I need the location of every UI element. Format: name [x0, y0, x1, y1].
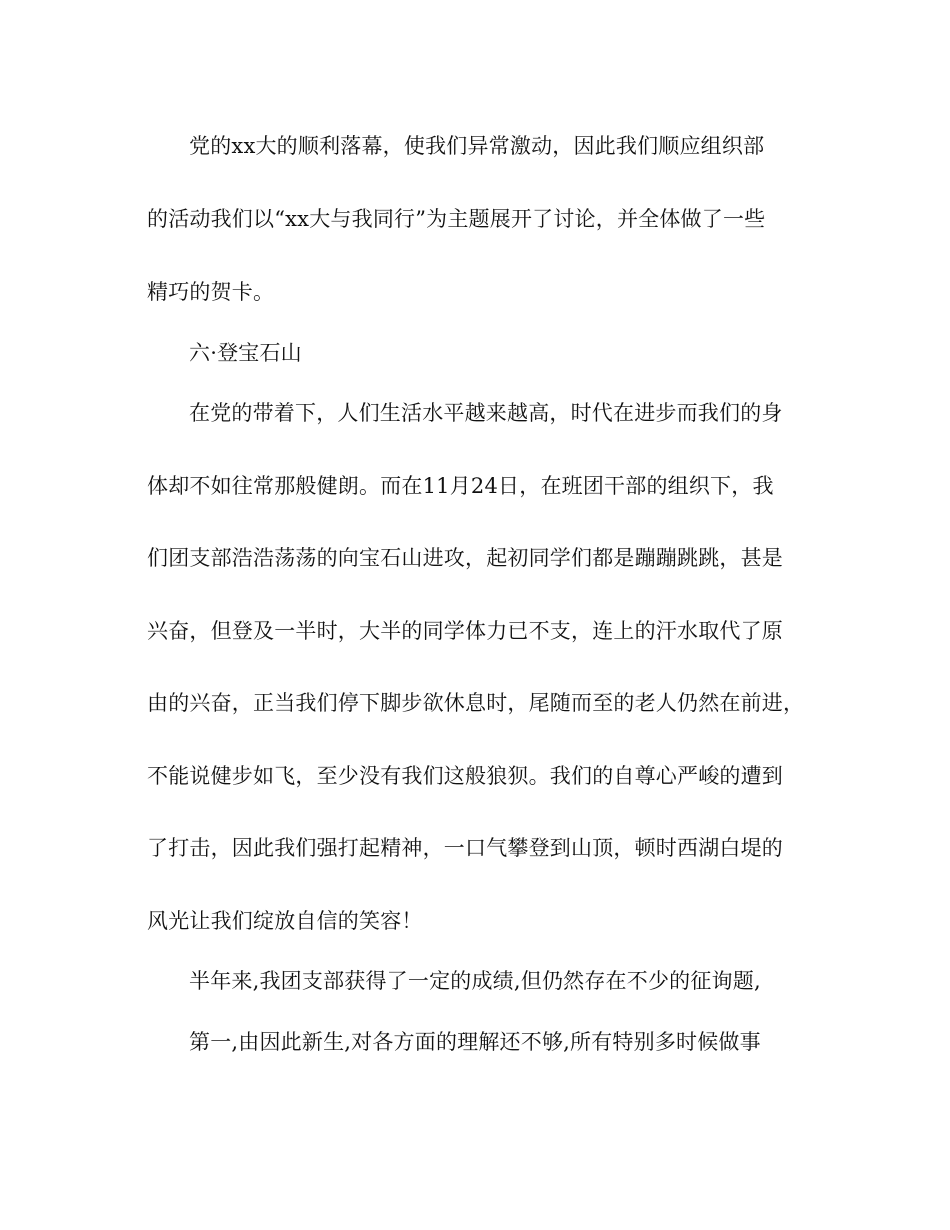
text-line: 兴奋，但登及一半时，大半的同学体力已不支，连上的汗水取代了原	[147, 619, 783, 643]
text-line: 精巧的贺卡。	[147, 280, 275, 304]
text-line: 的活动我们以“xx大与我同行”为主题展开了讨论，并全体做了一些	[147, 207, 766, 231]
text-line: 由的兴奋，正当我们停下脚步欲休息时，尾随而至的老人仍然在前进，	[147, 691, 805, 715]
text-line: 不能说健步如飞，至少没有我们这般狼狈。我们的自尊心严峻的遭到	[147, 764, 783, 788]
text-line: 第一,由因此新生,对各方面的理解还不够,所有特别多时候做事	[189, 1030, 761, 1054]
text-line: 党的xx大的顺利落幕，使我们异常激动，因此我们顺应组织部	[189, 134, 765, 158]
text-line: 在党的带着下，人们生活水平越来越高，时代在进步而我们的身	[189, 401, 783, 425]
text-line: 们团支部浩浩荡荡的向宝石山进攻，起初同学们都是蹦蹦跳跳，甚是	[147, 546, 783, 570]
text-line: 半年来,我团支部获得了一定的成绩,但仍然存在不少的征询题,	[189, 969, 761, 993]
text-line: 了打击，因此我们强打起精神，一口气攀登到山顶，顿时西湖白堤的	[147, 836, 783, 860]
section-heading: 六·登宝石山	[189, 341, 302, 365]
text-line: 体却不如往常那般健朗。而在11月24日，在班团干部的组织下，我	[147, 474, 774, 498]
text-line: 风光让我们绽放自信的笑容！	[147, 909, 423, 933]
